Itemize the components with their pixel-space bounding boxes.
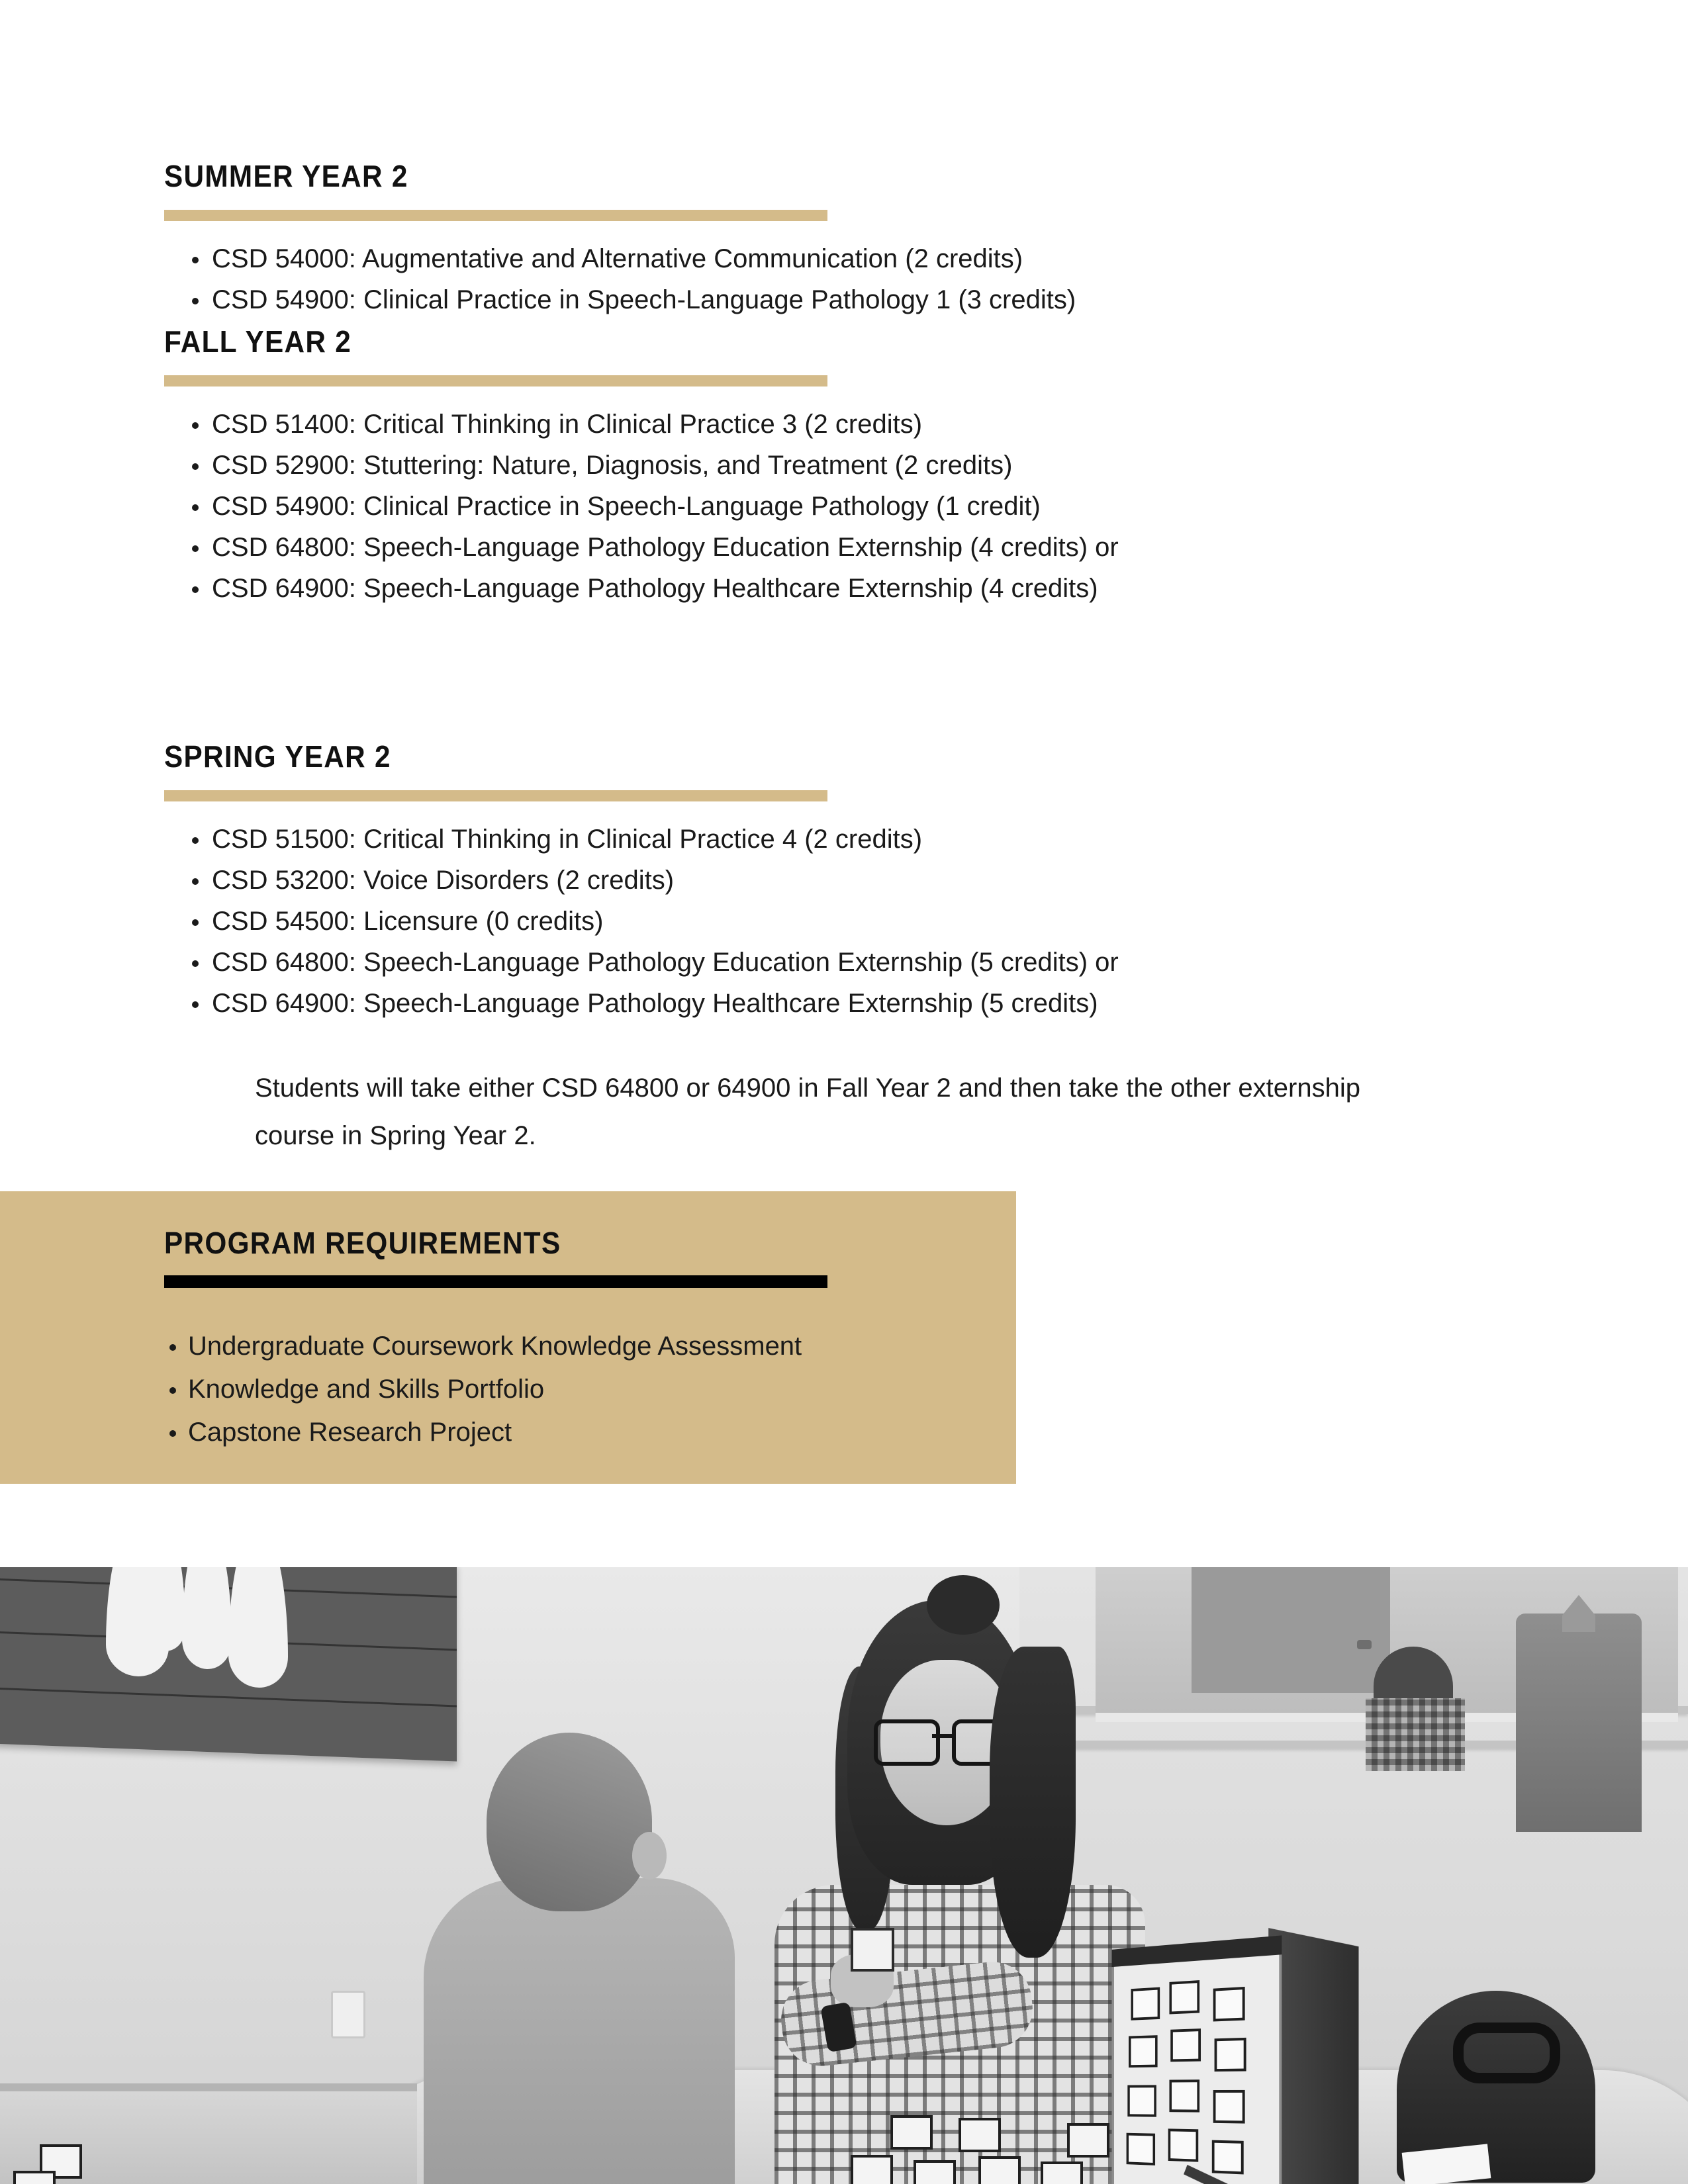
photo-door-knob xyxy=(1357,1640,1372,1649)
photo-table-card xyxy=(1067,2123,1109,2158)
photo-table-card xyxy=(959,2118,1001,2152)
photo-easel-card xyxy=(1170,2028,1201,2062)
photo-art-shape xyxy=(182,1567,232,1670)
photo-easel-card xyxy=(1127,2133,1155,2165)
externship-note: Students will take either CSD 64800 or 64900 in Fall Year 2 and then take the other externship course in Spring Year 2. xyxy=(255,1073,1360,1150)
photo-easel-front-panel xyxy=(1112,1946,1282,2184)
program-requirements-panel xyxy=(0,1191,1016,1484)
photo-table-card xyxy=(851,2155,893,2184)
photo-table-card xyxy=(978,2156,1021,2184)
photo-easel-card xyxy=(1213,1987,1245,2022)
photo-easel-card xyxy=(1169,2079,1199,2112)
list-item: CSD 51400: Critical Thinking in Clinical Practice 3 (2 credits) xyxy=(164,404,1119,445)
photo-art-shape xyxy=(146,1567,185,1652)
photo-table-card xyxy=(914,2160,956,2184)
course-list-spring-year-2 xyxy=(164,819,1119,1024)
course-list-fall-year-2 xyxy=(164,404,1119,609)
list-item: CSD 52900: Stuttering: Nature, Diagnosis, and Treatment (2 credits) xyxy=(164,445,1119,486)
section-spring-year-2 xyxy=(164,741,1119,1024)
section-heading-summer-year-2: SUMMER YEAR 2 xyxy=(164,159,408,193)
clinic-session-photo xyxy=(0,1567,1688,2184)
section-heading-fall-year-2: FALL YEAR 2 xyxy=(164,324,352,359)
list-item: CSD 53200: Voice Disorders (2 credits) xyxy=(164,860,1119,901)
list-item: CSD 64800: Speech-Language Pathology Education Externship (5 credits) or xyxy=(164,942,1119,983)
photo-reflected-person xyxy=(1374,1647,1453,1726)
list-item: CSD 54500: Licensure (0 credits) xyxy=(164,901,1119,942)
section-summer-year-2 xyxy=(164,161,1076,320)
gold-rule-spring xyxy=(164,790,827,801)
photo-table-card xyxy=(13,2171,56,2184)
black-rule-program-requirements xyxy=(164,1275,827,1288)
section-fall-year-2 xyxy=(164,326,1119,609)
photo-easel-card xyxy=(1168,2128,1199,2161)
list-item: CSD 54900: Clinical Practice in Speech-Language Pathology (1 credit) xyxy=(164,486,1119,527)
photo-child-ear xyxy=(632,1832,667,1880)
photo-clinician-hair-bun xyxy=(927,1575,1000,1635)
photo-communication-easel xyxy=(1112,1941,1346,2184)
program-requirements-list xyxy=(164,1325,827,1454)
photo-child-body xyxy=(424,1878,735,2184)
photo-easel-back-panel xyxy=(1268,1928,1358,2184)
photo-clinician-hair-front xyxy=(990,1647,1076,1958)
photo-glasses-bridge xyxy=(932,1734,952,1738)
photo-easel-card xyxy=(1215,2038,1246,2071)
program-requirements-inner xyxy=(164,1228,827,1454)
photo-held-picture-card xyxy=(851,1928,894,1972)
photo-easel-card xyxy=(1212,2140,1244,2175)
list-item: Capstone Research Project xyxy=(164,1411,827,1454)
list-item: CSD 64900: Speech-Language Pathology Healthcare Externship (4 credits) xyxy=(164,568,1119,609)
photo-counter-edge xyxy=(0,2083,417,2091)
photo-easel-card xyxy=(1131,1987,1160,2021)
section-heading-spring-year-2: SPRING YEAR 2 xyxy=(164,739,391,774)
list-item: CSD 54900: Clinical Practice in Speech-Language Pathology 1 (3 credits) xyxy=(164,279,1076,320)
list-item: Knowledge and Skills Portfolio xyxy=(164,1368,827,1411)
photo-chair-handle xyxy=(1453,2023,1560,2083)
photo-easel-card xyxy=(1127,2085,1156,2116)
photo-easel-card xyxy=(1213,2090,1245,2124)
photo-table-card xyxy=(890,2115,933,2150)
photo-wall-outlet xyxy=(331,1991,365,2038)
list-item: CSD 64900: Speech-Language Pathology Healthcare Externship (5 credits) xyxy=(164,983,1119,1024)
list-item: CSD 64800: Speech-Language Pathology Education Externship (4 credits) or xyxy=(164,527,1119,568)
photo-child-head xyxy=(487,1733,652,1911)
photo-tall-cabinet xyxy=(1516,1614,1642,1832)
photo-art-slat xyxy=(0,1688,457,1707)
photo-art-shape xyxy=(228,1567,288,1689)
photo-door xyxy=(1192,1567,1390,1693)
list-item: CSD 54000: Augmentative and Alternative Communication (2 credits) xyxy=(164,238,1076,279)
photo-easel-card xyxy=(1169,1980,1199,2014)
gold-rule-fall xyxy=(164,375,827,387)
section-heading-program-requirements: PROGRAM REQUIREMENTS xyxy=(164,1226,561,1260)
photo-table-card xyxy=(1041,2161,1083,2184)
photo-wall-art xyxy=(0,1567,457,1761)
list-item: CSD 51500: Critical Thinking in Clinical Practice 4 (2 credits) xyxy=(164,819,1119,860)
photo-glasses-lens-left xyxy=(874,1719,940,1766)
photo-reflected-torso xyxy=(1366,1698,1465,1771)
course-list-summer-year-2 xyxy=(164,238,1076,320)
gold-rule-summer xyxy=(164,210,827,221)
list-item: Undergraduate Coursework Knowledge Assessment xyxy=(164,1325,827,1368)
photo-easel-card xyxy=(1129,2035,1158,2068)
